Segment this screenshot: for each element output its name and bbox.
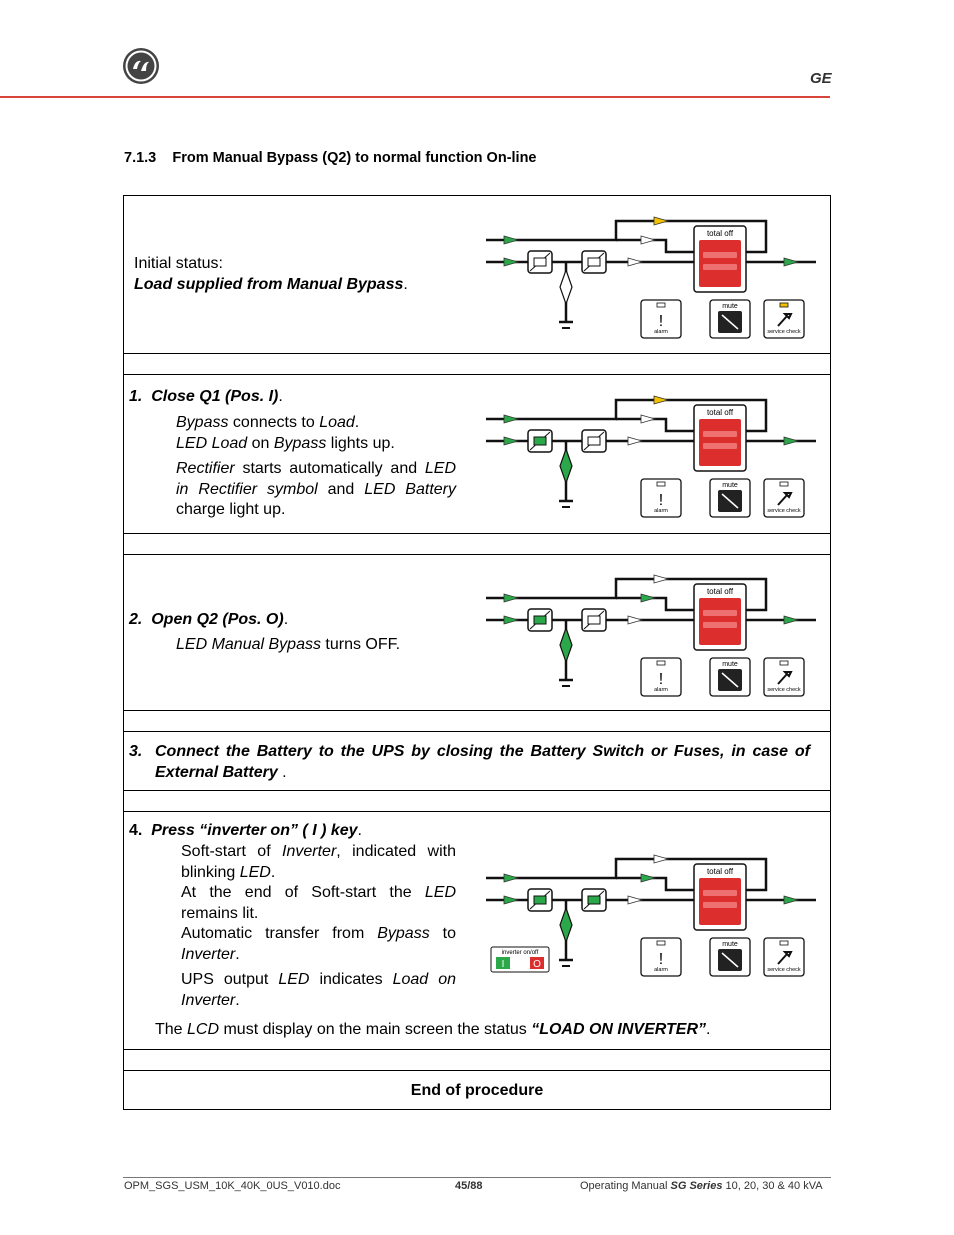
total-off-label: total off [706,587,734,596]
header-rule [0,96,830,98]
battery-indicator [560,628,572,662]
step4-body: Soft-start of Inverter, indicated with blinking LED. At the end of Soft-start the LED remains lit. Automatic transfer from Bypass to Inverter. UPS output LED indicates Load on Inverter. [181,843,456,1009]
alarm-label: alarm [654,687,668,693]
bypass-arrow [641,236,655,244]
footer-manual: Operating Manual SG Series 10, 20, 30 & 40 kVA [580,1180,823,1192]
output-arrow [784,616,798,624]
procedure-table [123,195,831,1110]
main-arrow [628,616,642,624]
ups-diagram-step1 [486,391,826,523]
total-off-label: total off [706,229,734,238]
row-divider [124,353,830,354]
header-brand: GE [810,70,832,87]
input-arrow [504,616,518,624]
main-arrow [628,896,642,904]
alarm-led [657,661,665,665]
alarm-label: alarm [654,508,668,514]
rectifier-led [534,437,546,445]
row-divider [124,554,830,555]
row-divider [124,1070,830,1071]
alarm-icon: ! [658,671,664,688]
alarm-icon: ! [658,951,664,968]
total-off-label: total off [706,867,734,876]
output-arrow [784,437,798,445]
alarm-icon: ! [658,313,664,330]
row-divider [124,1049,830,1050]
service-check-led [780,303,788,307]
bypass-branch [616,598,694,610]
inverter-led [588,258,600,266]
bypass-arrow [654,855,668,863]
mute-label: mute [722,482,738,489]
bypass-branch [616,419,694,431]
step2-title: 2. Open Q2 (Pos. O). [129,611,289,628]
mute-label: mute [722,661,738,668]
alarm-label: alarm [654,329,668,335]
row-divider [124,790,830,791]
input-arrow [504,594,518,602]
alarm-led [657,941,665,945]
battery-indicator [560,908,572,942]
rectifier-led [534,258,546,266]
inverter-on-glyph: I [501,959,505,970]
end-of-procedure: End of procedure [410,1082,544,1099]
row-divider [124,811,830,812]
service-check-label: service check [767,329,801,335]
bypass-branch [616,878,694,890]
bypass-branch [616,240,694,252]
service-check-led [780,482,788,486]
footer-file: OPM_SGS_USM_10K_40K_0US_V010.doc [124,1180,341,1192]
total-off-button [699,240,741,287]
total-off-label: total off [706,408,734,417]
main-arrow [628,258,642,266]
total-off-button [699,598,741,645]
input-arrow [504,437,518,445]
row-divider [124,374,830,375]
bypass-arrow [654,217,668,225]
service-check-led [780,941,788,945]
initial-status: Initial status: Load supplied from Manual Bypass. [134,255,408,293]
step3-text: Connect the Battery to the UPS by closing the Battery Switch or Fuses, in case of External Battery . [155,743,810,781]
alarm-led [657,303,665,307]
bypass-arrow [654,575,668,583]
inverter-off-glyph: O [533,959,541,970]
input-arrow [504,415,518,423]
output-arrow [784,258,798,266]
ge-logo [122,47,160,85]
bypass-arrow [641,874,655,882]
row-divider [124,533,830,534]
bypass-arrow [641,594,655,602]
ups-diagram-step2 [486,570,826,702]
main-arrow [628,437,642,445]
service-check-led [780,661,788,665]
alarm-led [657,482,665,486]
step4-title: 4. Press “inverter on” ( I ) key. [129,822,362,839]
battery-indicator [560,270,572,304]
battery-indicator [560,449,572,483]
step4-lcd-note: The LCD must display on the main screen the status “LOAD ON INVERTER”. [155,1021,711,1038]
step1-title: 1. Close Q1 (Pos. I). [129,388,283,405]
total-off-button [699,419,741,466]
alarm-icon: ! [658,492,664,509]
ups-diagram-initial [486,212,826,344]
service-check-label: service check [767,687,801,693]
inverter-onoff-panel [490,946,550,973]
row-divider [124,731,830,732]
step3-num: 3. [129,743,143,760]
inverter-onoff-label: inverter on/off [501,950,539,956]
output-arrow [784,896,798,904]
bypass-arrow [641,415,655,423]
mute-label: mute [722,303,738,310]
input-arrow [504,896,518,904]
section-title: 7.1.3 From Manual Bypass (Q2) to normal function On-line [124,150,537,166]
input-arrow [504,874,518,882]
rectifier-led [534,896,546,904]
bypass-arrow [654,396,668,404]
service-check-label: service check [767,967,801,973]
row-divider [124,710,830,711]
inverter-led [588,896,600,904]
input-arrow [504,258,518,266]
step2-body: LED Manual Bypass turns OFF. [176,636,401,653]
inverter-led [588,616,600,624]
service-check-label: service check [767,508,801,514]
input-arrow [504,236,518,244]
footer-page: 45/88 [455,1180,483,1192]
footer-rule [123,1177,831,1178]
mute-label: mute [722,941,738,948]
total-off-button [699,878,741,925]
alarm-label: alarm [654,967,668,973]
step1-body: Bypass connects to Load. LED Load on Bypass lights up. Rectifier starts automatically and LED in Rectifier symbol and LED Battery charge light up. [176,414,456,518]
inverter-led [588,437,600,445]
rectifier-led [534,616,546,624]
